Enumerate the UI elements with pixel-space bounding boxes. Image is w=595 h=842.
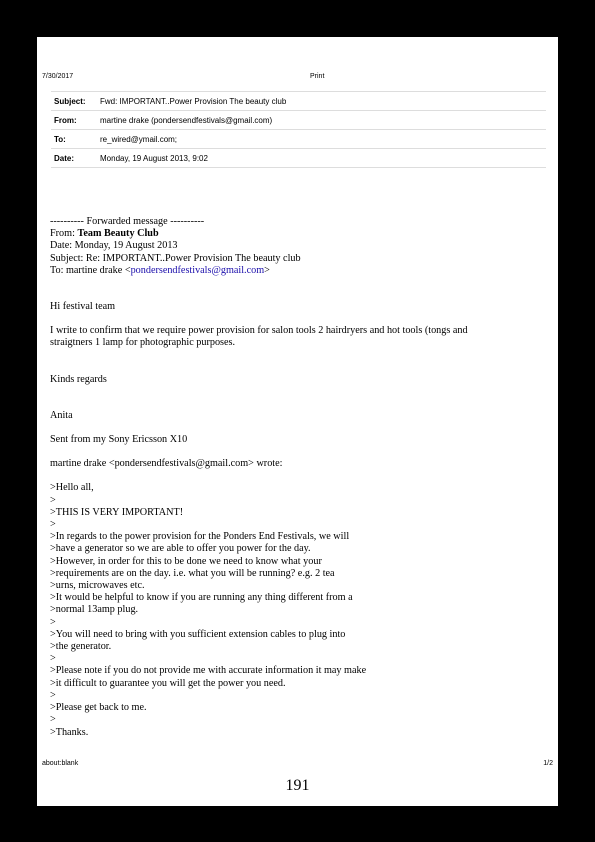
forward-date: Date: Monday, 19 August 2013 <box>50 240 178 252</box>
quoted-line: >it difficult to guarantee you will get the power you need. <box>50 677 286 689</box>
meta-value: Monday, 19 August 2013, 9:02 <box>100 153 208 163</box>
quoted-line: >have a generator so we are able to offer you power for the day. <box>50 543 311 555</box>
meta-value: Fwd: IMPORTANT..Power Provision The beauty club <box>100 96 287 106</box>
spacer <box>50 277 520 301</box>
quoted-line: > <box>50 689 56 701</box>
greeting: Hi festival team <box>50 301 116 313</box>
forward-from-name: Team Beauty Club <box>77 228 159 240</box>
quoted-line: >normal 13amp plug. <box>50 604 139 616</box>
meta-row-subject <box>51 91 546 110</box>
print-footer-page: 1/2 <box>543 760 553 767</box>
quoted-line: >urns, microwaves etc. <box>50 580 145 592</box>
quoted-line: >You will need to bring with you sufficient extension cables to plug into <box>50 628 346 640</box>
quoted-line: > <box>50 653 56 665</box>
forward-to-end: > <box>264 264 270 276</box>
print-footer-left: about:blank <box>42 760 79 767</box>
quoted-line: > <box>50 616 56 628</box>
reply-para-line2: straigtners 1 lamp for photographic purposes. <box>50 337 236 349</box>
quoted-line: >THIS IS VERY IMPORTANT! <box>50 506 184 518</box>
quoted-line: >Hello all, <box>50 482 94 494</box>
quoted-line: > <box>50 494 56 506</box>
reply-para-line1: I write to confirm that we require power provision for salon tools 2 hairdryers and hot tools (tongs and <box>50 325 468 337</box>
meta-key: From: <box>54 115 77 125</box>
quoted-line: >Please get back to me. <box>50 702 147 714</box>
wrote-line: martine drake <pondersendfestivals@gmail.com> wrote: <box>50 458 283 470</box>
forward-subject: Subject: Re: IMPORTANT..Power Provision The beauty club <box>50 252 301 264</box>
spacer <box>50 386 520 410</box>
quoted-line: > <box>50 714 56 726</box>
spacer <box>50 313 520 325</box>
page-number: 191 <box>285 777 310 794</box>
forward-to <box>50 265 520 277</box>
quoted-line: >the generator. <box>50 641 112 653</box>
quoted-line: >In regards to the power provision for the Ponders End Festivals, we will <box>50 531 350 543</box>
spacer <box>50 446 520 458</box>
forward-from <box>50 228 520 240</box>
forward-to-email-link[interactable]: pondersendfestivals@gmail.com <box>130 264 265 276</box>
meta-row-to <box>51 129 546 148</box>
meta-value: martine drake (pondersendfestivals@gmail.com) <box>100 115 273 125</box>
email-meta-table <box>51 91 546 168</box>
quoted-line: >However, in order for this to be done we need to know what your <box>50 555 322 567</box>
quoted-message <box>50 482 520 738</box>
forward-to-label: To: martine drake < <box>50 264 131 276</box>
quoted-line: >Thanks. <box>50 726 89 738</box>
meta-key: Subject: <box>54 96 86 106</box>
print-header-title: Print <box>310 73 325 80</box>
signature-name: Anita <box>50 409 73 421</box>
meta-key: Date: <box>54 153 75 163</box>
forward-separator: ---------- Forwarded message ---------- <box>50 216 205 227</box>
quoted-line: >Please note if you do not provide me with accurate information it may make <box>50 665 367 677</box>
quoted-line: >It would be helpful to know if you are running any thing different from a <box>50 592 353 604</box>
quoted-line: >requirements are on the day. i.e. what you will be running? e.g. 2 tea <box>50 567 335 579</box>
meta-row-date <box>51 148 546 168</box>
spacer <box>50 422 520 434</box>
email-body <box>50 216 520 739</box>
spacer <box>50 350 520 374</box>
forward-from-label: From: <box>50 228 78 240</box>
spacer <box>50 470 520 482</box>
print-header-date: 7/30/2017 <box>42 73 74 80</box>
meta-key: To: <box>54 134 66 144</box>
meta-row-from <box>51 110 546 129</box>
quoted-line: > <box>50 519 56 531</box>
meta-value: re_wired@ymail.com; <box>100 134 178 144</box>
regards: Kinds regards <box>50 373 107 385</box>
sent-from: Sent from my Sony Ericsson X10 <box>50 434 188 446</box>
printed-page <box>37 37 558 806</box>
